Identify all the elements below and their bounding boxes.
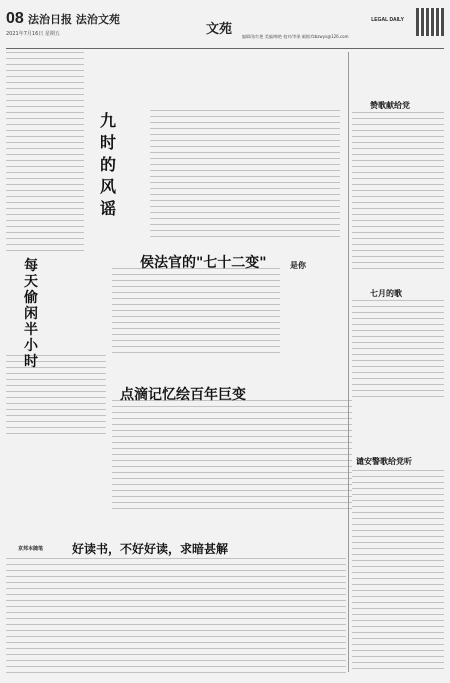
article-body <box>352 112 444 272</box>
headline-every-day: 每天偷闲半小时 <box>24 258 38 370</box>
article-body <box>6 558 346 678</box>
legal-daily-label: LEGAL DAILY <box>371 17 404 23</box>
edit-info: 编辑/张红艳 美编/韩艳 校对/李果 邮箱:fzbzwys@126.com <box>242 34 349 39</box>
qr-code-icon <box>416 8 444 36</box>
headline-qi-yue: 七月的歌 <box>370 289 402 298</box>
column-rule <box>348 52 349 672</box>
calligraphy-title: 九时的风谣 <box>100 111 117 218</box>
page-header <box>6 6 444 49</box>
article-body <box>352 300 444 400</box>
paper-name: 法治日报 法治文苑 <box>28 13 120 26</box>
headline-dian-liang: 点滴记忆绘百年巨变 <box>120 387 246 403</box>
article-body <box>150 110 340 240</box>
headline-zan-ge: 赞歌献给党 <box>370 101 410 110</box>
article-body <box>112 400 352 510</box>
article-body <box>6 355 106 435</box>
headline-shi-ni: 是你 <box>290 261 306 270</box>
date-line: 2021年7月16日 星期五 <box>6 31 60 37</box>
page-number: 08 <box>6 10 24 27</box>
article-body <box>6 52 84 252</box>
article-body <box>112 268 280 358</box>
article-body <box>352 470 444 670</box>
column-label: 京邦本随笔 <box>18 546 44 552</box>
section-title: 文苑 <box>206 22 233 37</box>
headline-hou-fa-guan: 侯法官的"七十二变" <box>140 255 267 271</box>
headline-hao-du-shu: 好读书，不好好读，求暗甚解 <box>72 542 229 556</box>
headline-jing-an: 谴安警歌给党听 <box>356 457 412 466</box>
